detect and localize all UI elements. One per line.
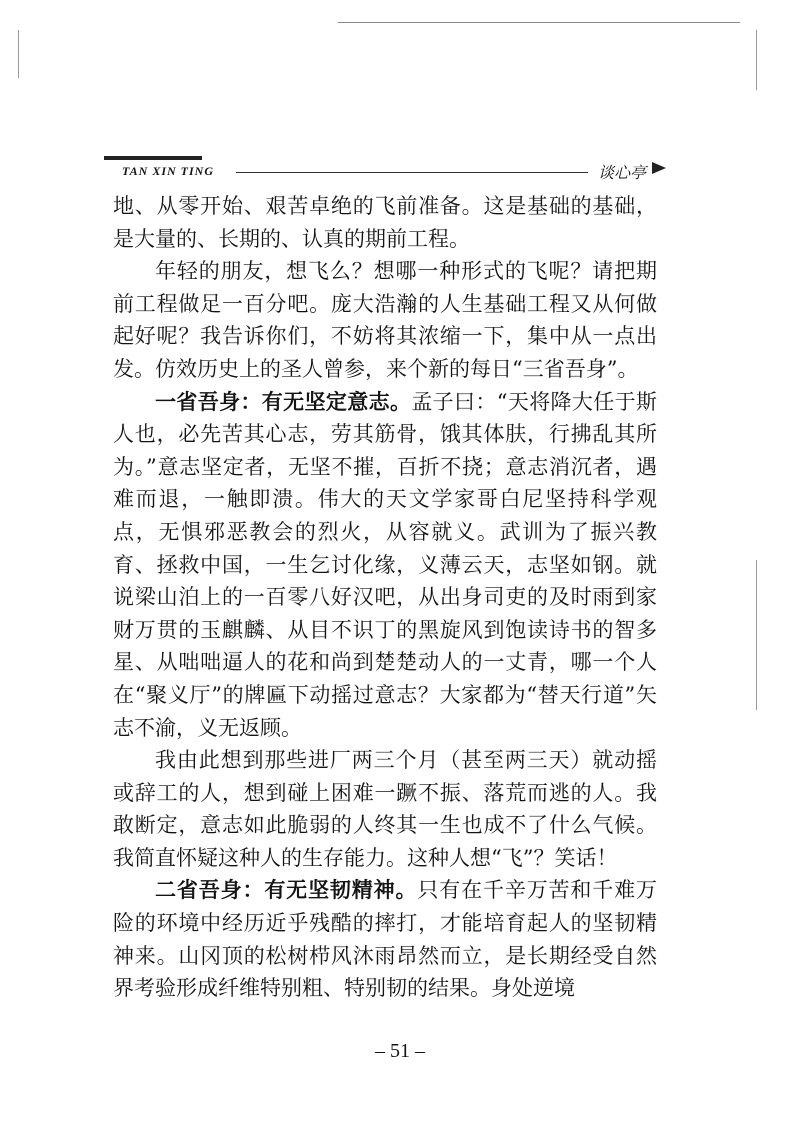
body-text <box>113 190 657 1005</box>
running-header <box>104 146 670 186</box>
paragraph-text: 只有在千辛万苦和千难万险的环境中经历近乎残酷的摔打，才能培育起人的坚韧精神来。山冈顶的松树栉风沐雨昂然而立，是长期经受自然界考验形成纤维特别粗、特别韧的结果。身处逆境 <box>113 878 658 1001</box>
scan-edge-mark-right <box>756 30 757 90</box>
paragraph <box>113 190 657 255</box>
top-scan-rule <box>338 22 740 23</box>
paragraph <box>113 255 657 385</box>
section-heading: 二省吾身：有无坚韧精神。 <box>155 877 418 903</box>
scan-edge-mark-right-lower <box>756 560 757 710</box>
paragraph <box>113 874 657 1004</box>
scan-edge-mark-left <box>18 30 19 78</box>
header-arrow-icon <box>652 162 666 174</box>
header-bar <box>104 156 202 160</box>
paragraph-text: 地、从零开始、艰苦卓绝的飞前准备。这是基础的基础，是大量的、长期的、认真的期前工程。 <box>113 194 657 251</box>
paragraph-text: 年轻的朋友，想飞么？想哪一种形式的飞呢？请把期前工程做足一百分吧。庞大浩瀚的人生基础工程又从何做起好呢？我告诉你们，不妨将其浓缩一下，集中从一点出发。仿效历史上的圣人曾参，来个新的每日“三省吾身”。 <box>113 259 657 381</box>
header-chinese-title: 谈心亭 <box>598 163 647 182</box>
paragraph <box>113 744 657 874</box>
header-rule <box>236 172 588 173</box>
header-latin-title: TAN XIN TING <box>122 164 215 178</box>
paragraph-text: 孟子曰：“天将降大任于斯人也，必先苦其心志，劳其筋骨，饿其体肤，行拂乱其所为。”意志坚定者，无坚不摧，百折不挠；意志消沉者，遇难而退，一触即溃。伟大的天文学家哥白尼坚持科学观点，无惧邪恶教会的烈火，从容就义。武训为了振兴教育、拯救中国，一生乞讨化缘，义薄云天，志坚如钢。就说梁山泊上的一百零八好汉吧，从出身司吏的及时雨到家财万贯的玉麒麟、从目不识丁的黑旋风到饱读诗书的智多星、从咄咄逼人的花和尚到楚楚动人的一丈青，哪一个人在“聚义厅”的牌匾下动摇过意志？大家都为“替天行道”矢志不渝，义无返顾。 <box>113 389 657 740</box>
section-heading: 一省吾身：有无坚定意志。 <box>155 388 412 414</box>
paragraph <box>113 386 657 745</box>
paragraph-text: 我由此想到那些进厂两三个月（甚至两三天）就动摇或辞工的人，想到碰上困难一蹶不振、落荒而逃的人。我敢断定，意志如此脆弱的人终其一生也成不了什么气候。我简直怀疑这种人的生存能力。这种人想“飞”？笑话！ <box>113 748 657 870</box>
page-number: – 51 – <box>375 1040 425 1062</box>
